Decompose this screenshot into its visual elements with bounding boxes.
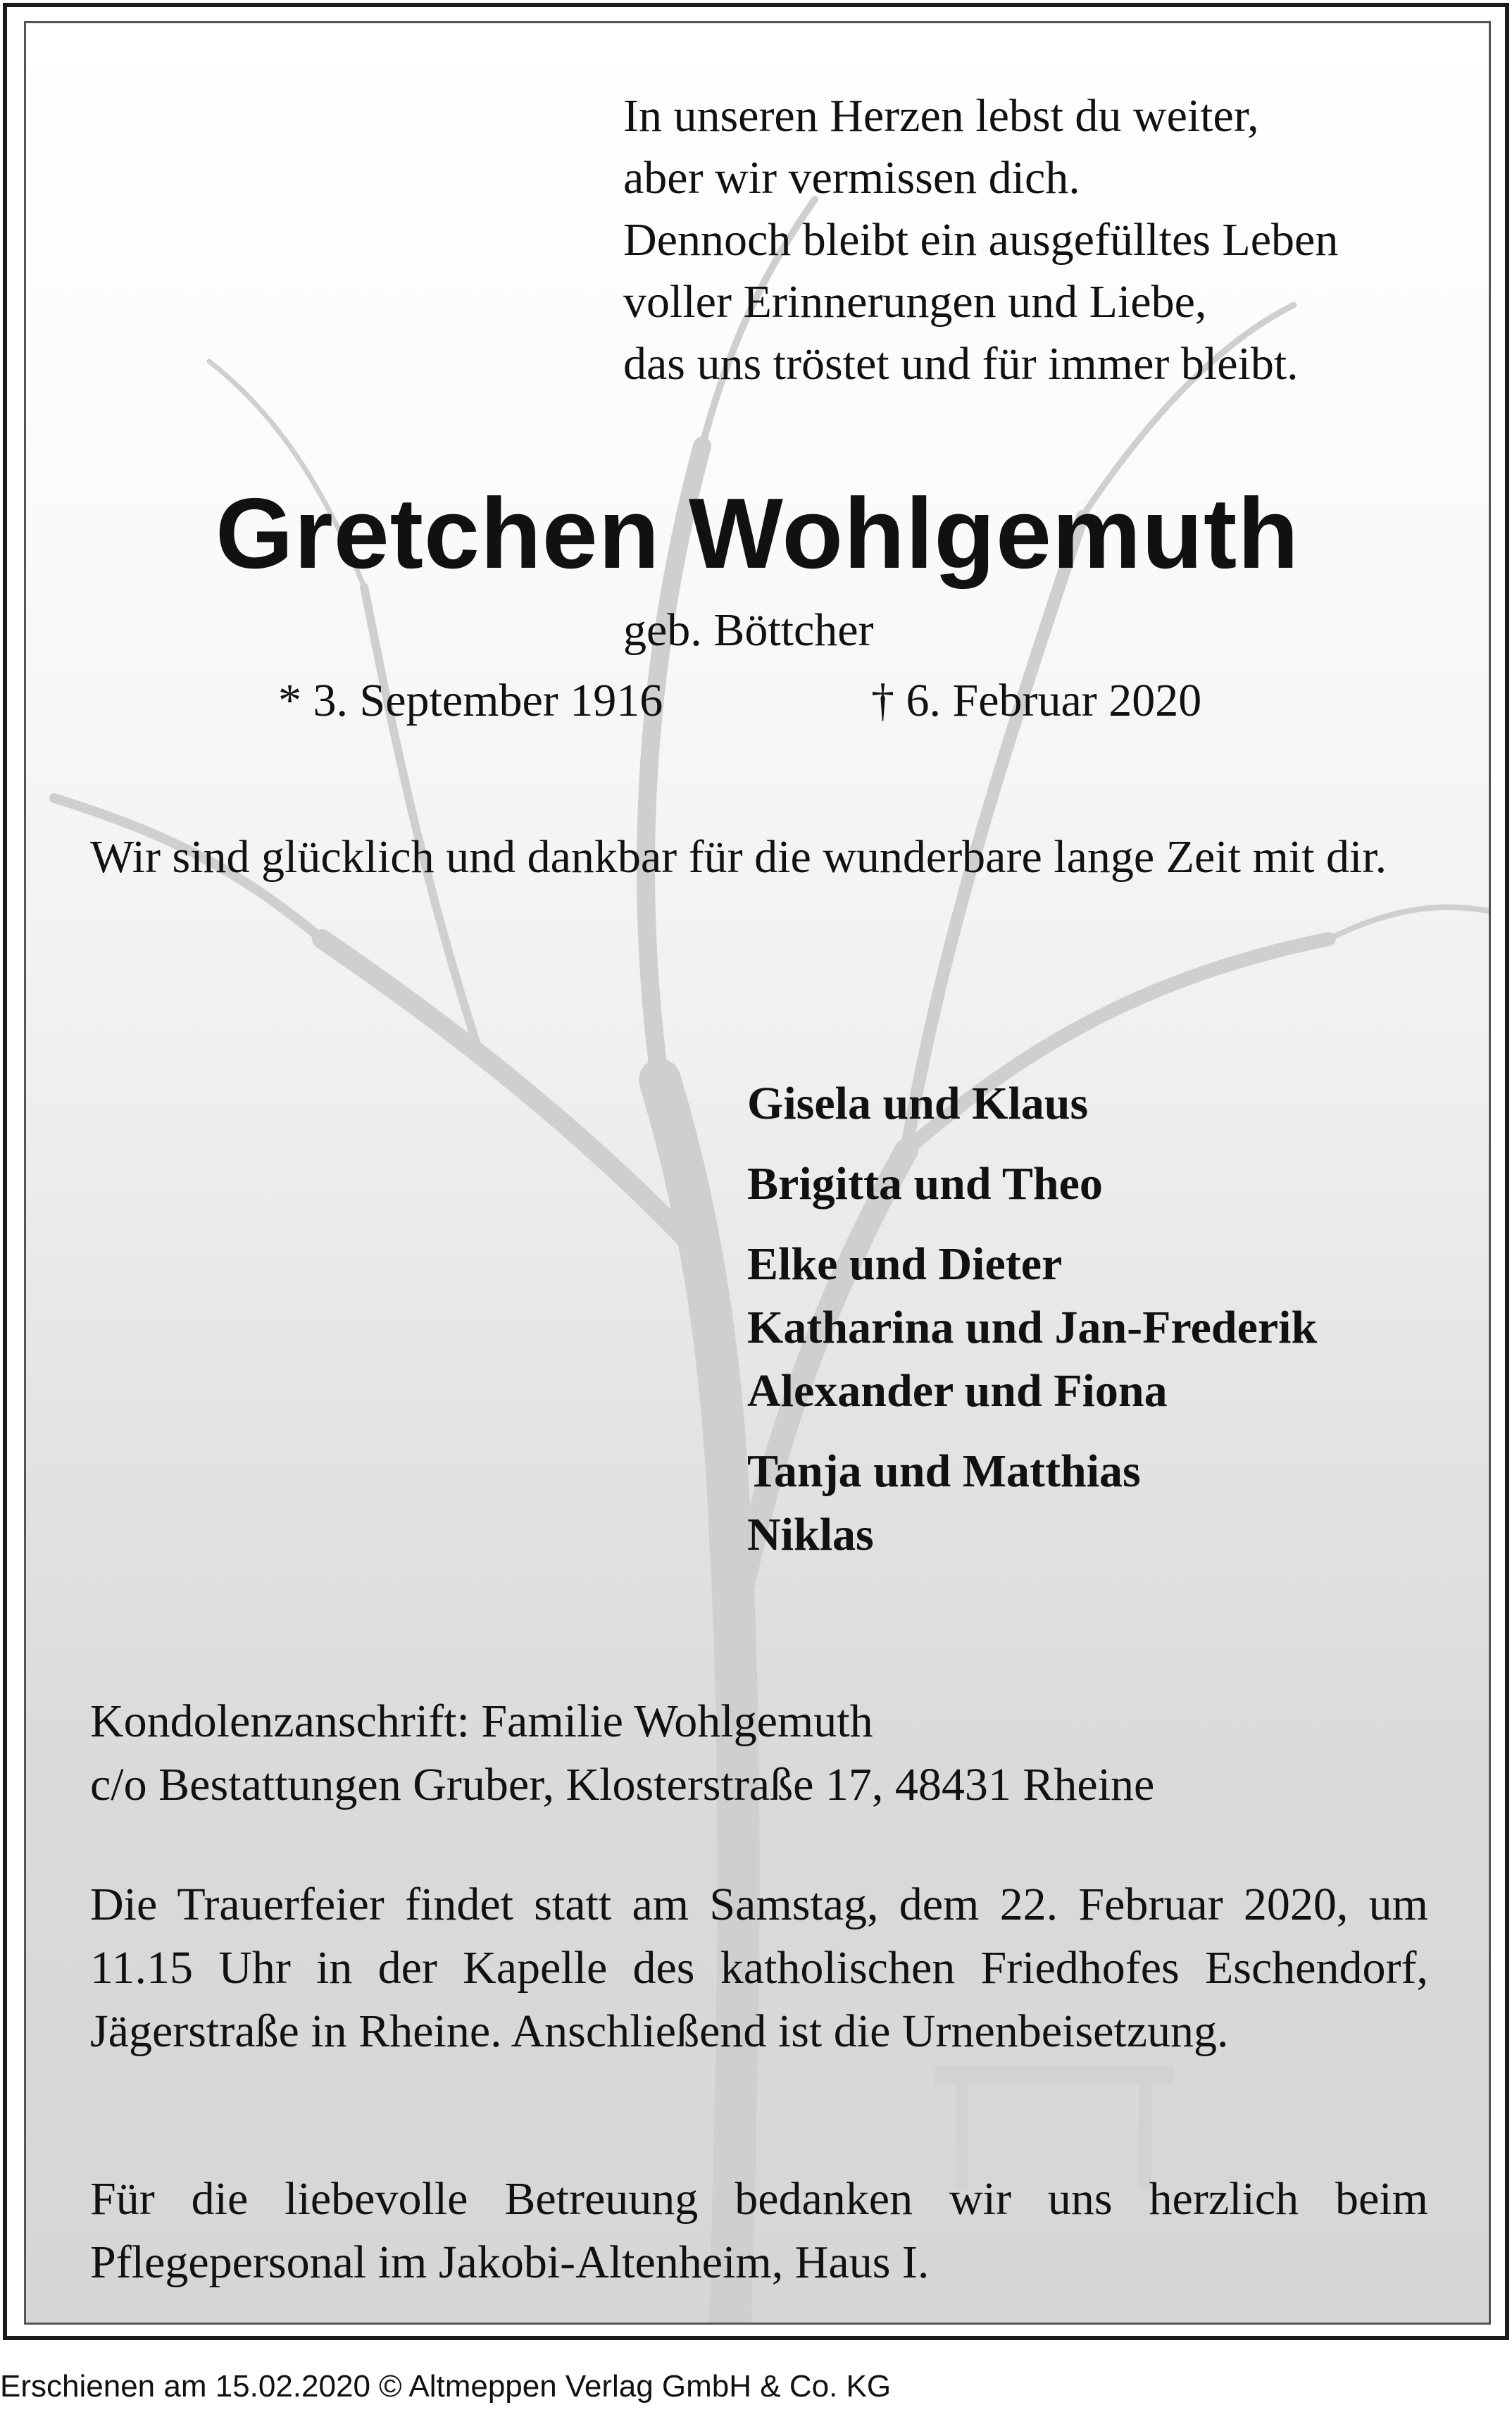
mourner-entry: Niklas (747, 1509, 874, 1560)
mourner-entry: Gisela und Klaus (747, 1078, 1089, 1129)
notice-frame (3, 3, 1509, 2340)
notice-panel (24, 21, 1491, 2325)
condolence-line: Kondolenzanschrift: Familie Wohlgemuth (90, 1696, 873, 1747)
poem (623, 85, 1338, 395)
poem-line: Dennoch bleibt ein ausgefülltes Leben (623, 214, 1339, 266)
mourner-entry: Brigitta und Theo (747, 1158, 1103, 1210)
poem-line: voller Erinnerungen und Liebe, (623, 276, 1207, 328)
mourner-entry: Elke und Dieter (747, 1238, 1063, 1290)
funeral-notice: Die Trauerfeier findet statt am Samstag, dem 22. Februar 2020, um 11.15 Uhr in der Kapelle des katholischen Friedhofes Eschendorf, Jägerstraße in Rheine. Anschließend ist die Urnenbeisetzung. (90, 1879, 1428, 2057)
poem-line: das uns tröstet und für immer bleibt. (623, 338, 1299, 390)
condolence-line: c/o Bestattungen Gruber, Klosterstraße 17, 48431 Rheine (90, 1759, 1155, 1810)
condolence-address (90, 1690, 1428, 1817)
birth-date: * 3. September 1916 (278, 675, 663, 726)
publication-footer: Erschienen am 15.02.2020 © Altmeppen Verlag GmbH & Co. KG (0, 2369, 892, 2404)
mourner-entry: Katharina und Jan-Frederik (747, 1302, 1318, 1353)
gratitude-text: Wir sind glücklich und dankbar für die wunderbare lange Zeit mit dir. (90, 831, 1387, 883)
death-date: † 6. Februar 2020 (871, 675, 1202, 726)
care-thanks: Für die liebevolle Betreuung bedanken wir uns herzlich beim Pflegepersonal im Jakobi-Altenheim, Haus I. (90, 2173, 1428, 2288)
maiden-name: geb. Böttcher (623, 604, 874, 656)
mourner-entry: Alexander und Fiona (747, 1365, 1168, 1417)
poem-line: aber wir vermissen dich. (623, 152, 1080, 204)
deceased-name: Gretchen Wohlgemuth (215, 478, 1299, 590)
mourner-entry: Tanja und Matthias (747, 1446, 1141, 1497)
poem-line: In unseren Herzen lebst du weiter, (623, 90, 1259, 142)
